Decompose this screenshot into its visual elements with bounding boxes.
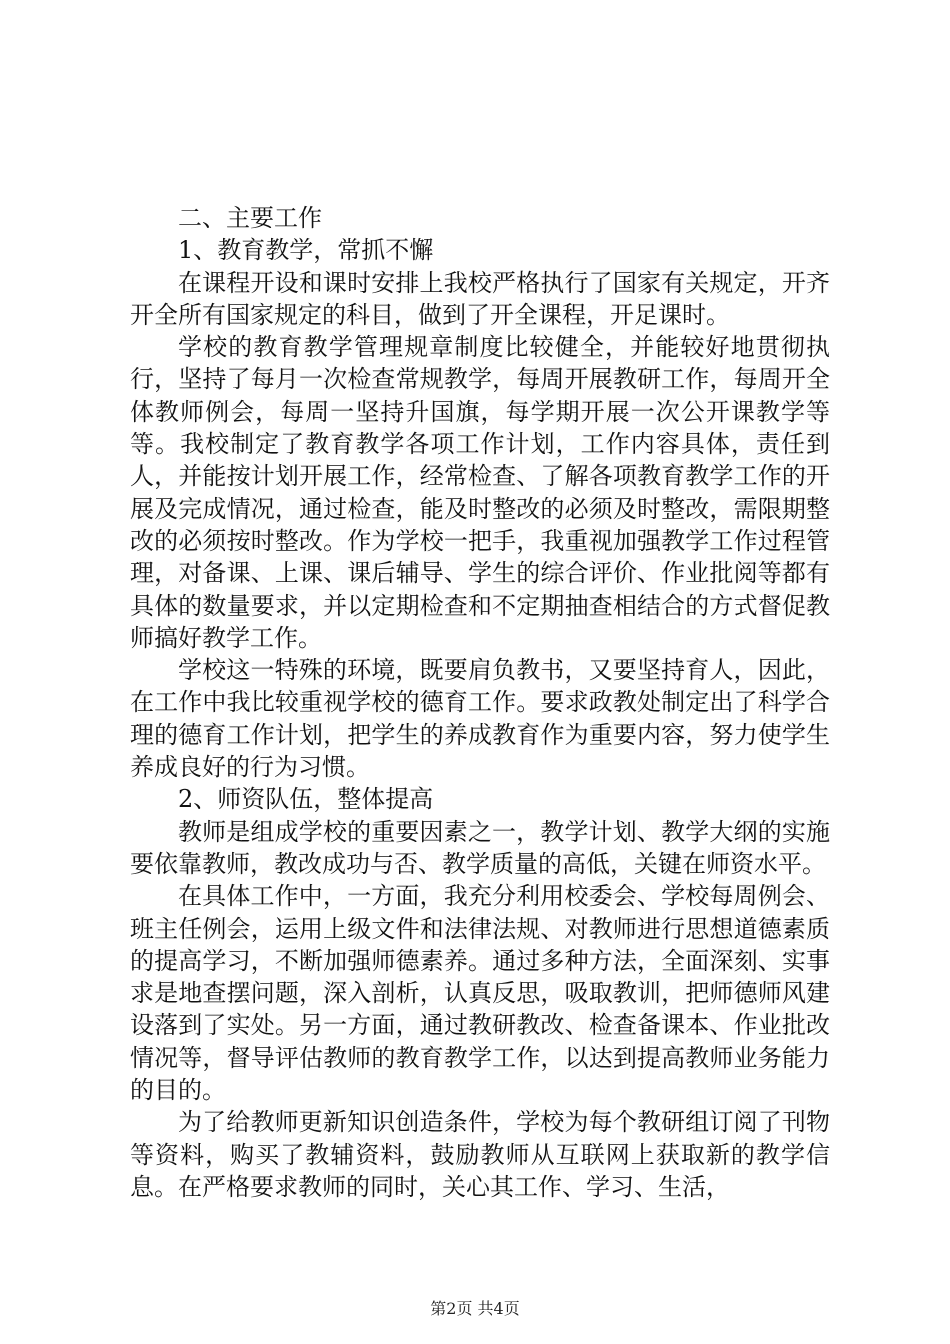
page-number-footer: 第2页 共4页 <box>430 1299 520 1318</box>
paragraph-moral-education: 学校这一特殊的环境，既要肩负教书，又要坚持育人，因此，在工作中我比较重视学校的德育工作。要求政教处制定出了科学合理的德育工作计划，把学生的养成教育作为重要内容，努力使学生养成良好的行为习惯。 <box>130 656 830 782</box>
section-heading-main-work: 二、主要工作 <box>178 204 322 232</box>
paragraph-curriculum: 在课程开设和课时安排上我校严格执行了国家有关规定，开齐开全所有国家规定的科目，做到了开全课程，开足课时。 <box>130 268 830 329</box>
document-body <box>130 202 830 1203</box>
paragraph-teacher-knowledge: 为了给教师更新知识创造条件，学校为每个教研组订阅了刊物等资料，购买了教辅资料，鼓励教师从互联网上获取新的教学信息。在严格要求教师的同时，关心其工作、学习、生活， <box>130 1108 830 1201</box>
paragraph-management-rules: 学校的教育教学管理规章制度比较健全，并能较好地贯彻执行，坚持了每月一次检查常规教学，每周开展教研工作，每周开全体教师例会，每周一坚持升国旗，每学期开展一次公开课教学等等。我校制定了教育教学各项工作计划，工作内容具体，责任到人，并能按计划开展工作，经常检查、了解各项教育教学工作的开展及完成情况，通过检查，能及时整改的必须及时整改，需限期整改的必须按时整改。作为学校一把手，我重视加强教学工作过程管理，对备课、上课、课后辅导、学生的综合评价、作业批阅等都有具体的数量要求，并以定期检查和不定期抽查相结合的方式督促教师搞好教学工作。 <box>130 333 830 652</box>
subheading-teaching-staff: 2、师资队伍，整体提高 <box>178 785 434 814</box>
paragraph-teacher-importance: 教师是组成学校的重要因素之一，教学计划、教学大纲的实施要依靠教师，教改成功与否、教学质量的高低，关键在师资水平。 <box>130 817 830 878</box>
paragraph-teacher-ethics: 在具体工作中，一方面，我充分利用校委会、学校每周例会、班主任例会，运用上级文件和法律法规、对教师进行思想道德素质的提高学习，不断加强师德素养。通过多种方法，全面深刻、实事求是地查摆问题，深入剖析，认真反思，吸取教训，把师德师风建设落到了实处。另一方面，通过教研教改、检查备课本、作业批改情况等，督导评估教师的教育教学工作，以达到提高教师业务能力的目的。 <box>130 882 830 1105</box>
subheading-education-teaching: 1、教育教学，常抓不懈 <box>178 236 434 265</box>
